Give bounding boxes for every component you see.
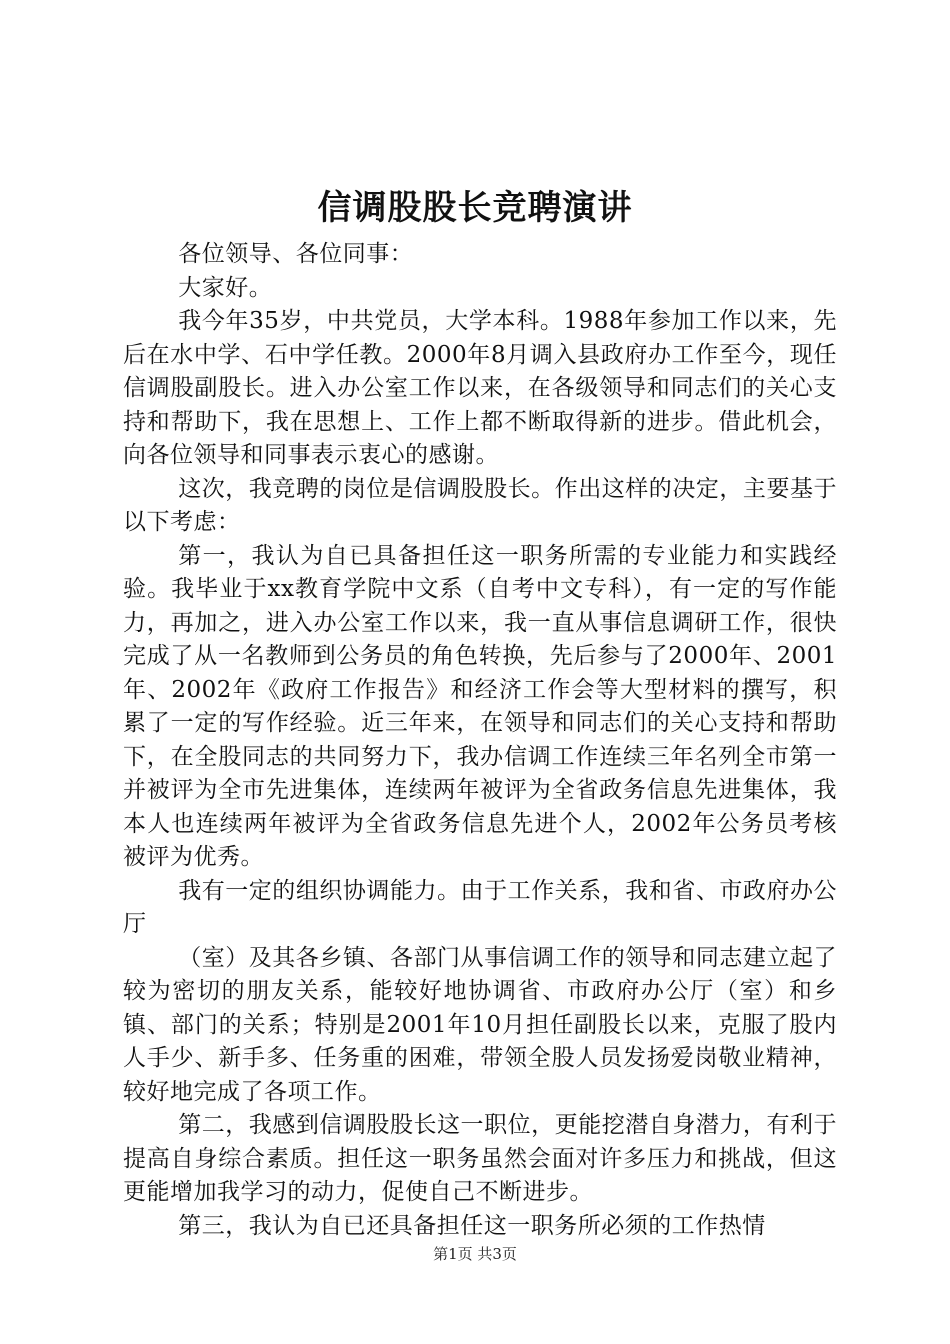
paragraph: （室）及其各乡镇、各部门从事信调工作的领导和同志建立起了较为密切的朋友关系，能较好地协调省、市政府办公厅（室）和乡镇、部门的关系；特别是2001年10月担任副股长以来，克服了股内人手少、新手多、任务重的困难，带领全股人员发扬爱岗敬业精神，较好地完成了各项工作。 — [123, 944, 837, 1105]
paragraph: 我有一定的组织协调能力。由于工作关系，我和省、市政府办公厅 — [123, 877, 837, 937]
greeting: 大家好。 — [178, 274, 273, 301]
paragraph: 第二，我感到信调股股长这一职位，更能挖潜自身潜力，有利于提高自身综合素质。担任这一职务虽然会面对许多压力和挑战，但这更能增加我学习的动力，促使自己不断进步。 — [123, 1112, 837, 1205]
document-title: 信调股股长竞聘演讲 — [317, 188, 633, 228]
paragraph: 第三，我认为自已还具备担任这一职务所必须的工作热情 — [178, 1212, 766, 1239]
paragraph: 这次，我竞聘的岗位是信调股股长。作出这样的决定，主要基于以下考虑： — [123, 475, 837, 535]
document-body — [123, 238, 837, 1243]
paragraph: 第一，我认为自已具备担任这一职务所需的专业能力和实践经验。我毕业于xx教育学院中文系（自考中文专科），有一定的写作能力，再加之，进入办公室工作以来，我一直从事信息调研工作，很快完成了从一名教师到公务员的角色转换，先后参与了2000年、2001年、2002年《政府工作报告》和经济工作会等大型材料的撰写，积累了一定的写作经验。近三年来，在领导和同志们的关心支持和帮助下，在全股同志的共同努力下，我办信调工作连续三年名列全市第一并被评为全市先进集体，连续两年被评为全省政务信息先进集体，我本人也连续两年被评为全省政务信息先进个人，2002年公务员考核被评为优秀。 — [123, 542, 837, 870]
paragraph: 我今年35岁，中共党员，大学本科。1988年参加工作以来，先后在水中学、石中学任教。2000年8月调入县政府办工作至今，现任信调股副股长。进入办公室工作以来，在各级领导和同志们的关心支持和帮助下，我在思想上、工作上都不断取得新的进步。借此机会，向各位领导和同事表示衷心的感谢。 — [123, 308, 837, 468]
page-number-footer: 第1页 共3页 — [433, 1245, 517, 1263]
salutation: 各位领导、各位同事： — [178, 241, 414, 267]
